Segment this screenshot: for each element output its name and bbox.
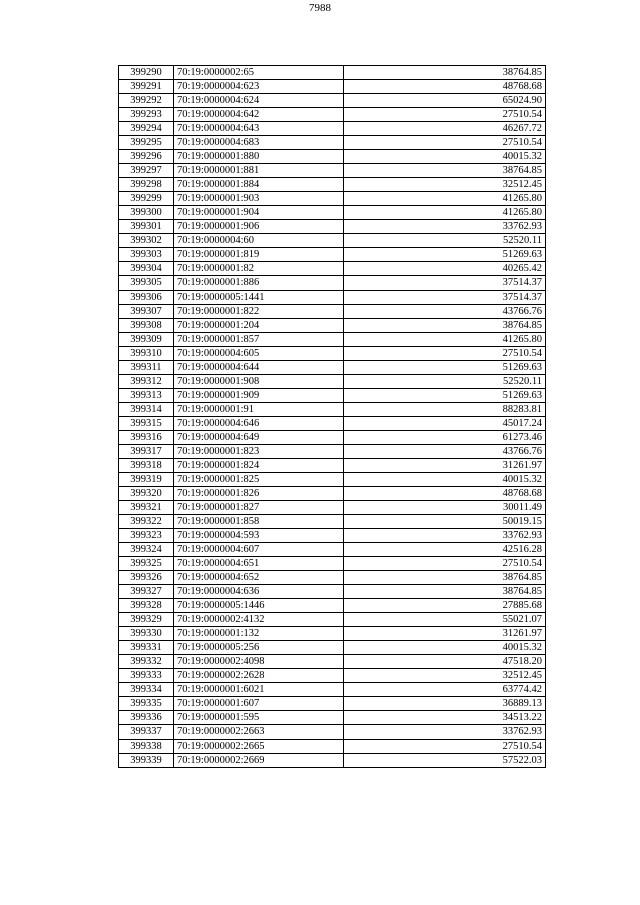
table-row xyxy=(119,136,546,150)
cadastral-number-cell: 70:19:0000001:858 xyxy=(174,515,344,529)
table-row xyxy=(119,711,546,725)
row-number-cell: 399298 xyxy=(119,178,174,192)
page-number: 7988 xyxy=(309,2,331,14)
row-number-cell: 399319 xyxy=(119,472,174,486)
row-number-cell: 399313 xyxy=(119,388,174,402)
table-row xyxy=(119,374,546,388)
row-number-cell: 399321 xyxy=(119,500,174,514)
cadastral-number-cell: 70:19:0000001:857 xyxy=(174,332,344,346)
cadastral-number-cell: 70:19:0000004:643 xyxy=(174,122,344,136)
cadastral-value-cell: 40015.32 xyxy=(344,641,546,655)
table-row xyxy=(119,66,546,80)
table-row xyxy=(119,94,546,108)
table-row xyxy=(119,150,546,164)
row-number-cell: 399327 xyxy=(119,585,174,599)
cadastral-value-cell: 52520.11 xyxy=(344,374,546,388)
row-number-cell: 399331 xyxy=(119,641,174,655)
cadastral-value-cell: 41265.80 xyxy=(344,332,546,346)
cadastral-value-cell: 88283.81 xyxy=(344,402,546,416)
cadastral-number-cell: 70:19:0000004:683 xyxy=(174,136,344,150)
table-row xyxy=(119,444,546,458)
cadastral-value-cell: 37514.37 xyxy=(344,290,546,304)
cadastral-number-cell: 70:19:0000001:886 xyxy=(174,276,344,290)
cadastral-number-cell: 70:19:0000001:204 xyxy=(174,318,344,332)
cadastral-number-cell: 70:19:0000001:132 xyxy=(174,627,344,641)
row-number-cell: 399293 xyxy=(119,108,174,122)
cadastral-number-cell: 70:19:0000001:906 xyxy=(174,220,344,234)
cadastral-number-cell: 70:19:0000001:880 xyxy=(174,150,344,164)
table-row xyxy=(119,262,546,276)
table-row xyxy=(119,290,546,304)
cadastral-value-cell: 27510.54 xyxy=(344,136,546,150)
cadastral-value-cell: 27510.54 xyxy=(344,108,546,122)
cadastral-number-cell: 70:19:0000005:1441 xyxy=(174,290,344,304)
cadastral-value-cell: 55021.07 xyxy=(344,613,546,627)
table-row xyxy=(119,318,546,332)
cadastral-value-cell: 30011.49 xyxy=(344,500,546,514)
row-number-cell: 399291 xyxy=(119,80,174,94)
row-number-cell: 399328 xyxy=(119,599,174,613)
cadastral-number-cell: 70:19:0000001:908 xyxy=(174,374,344,388)
cadastral-value-table xyxy=(118,65,546,768)
cadastral-value-cell: 27510.54 xyxy=(344,346,546,360)
row-number-cell: 399329 xyxy=(119,613,174,627)
cadastral-value-cell: 40015.32 xyxy=(344,472,546,486)
row-number-cell: 399317 xyxy=(119,444,174,458)
cadastral-value-cell: 27510.54 xyxy=(344,739,546,753)
cadastral-value-cell: 48768.68 xyxy=(344,486,546,500)
table-row xyxy=(119,739,546,753)
cadastral-number-cell: 70:19:0000001:823 xyxy=(174,444,344,458)
cadastral-number-cell: 70:19:0000001:884 xyxy=(174,178,344,192)
cadastral-value-cell: 41265.80 xyxy=(344,206,546,220)
cadastral-number-cell: 70:19:0000002:65 xyxy=(174,66,344,80)
table-row xyxy=(119,248,546,262)
table-row xyxy=(119,753,546,767)
cadastral-number-cell: 70:19:0000001:6021 xyxy=(174,683,344,697)
row-number-cell: 399310 xyxy=(119,346,174,360)
row-number-cell: 399326 xyxy=(119,571,174,585)
table-row xyxy=(119,697,546,711)
row-number-cell: 399323 xyxy=(119,529,174,543)
row-number-cell: 399330 xyxy=(119,627,174,641)
row-number-cell: 399290 xyxy=(119,66,174,80)
table-row xyxy=(119,641,546,655)
row-number-cell: 399311 xyxy=(119,360,174,374)
table-row xyxy=(119,234,546,248)
row-number-cell: 399314 xyxy=(119,402,174,416)
cadastral-number-cell: 70:19:0000001:827 xyxy=(174,500,344,514)
table-row xyxy=(119,332,546,346)
cadastral-value-cell: 48768.68 xyxy=(344,80,546,94)
table-row xyxy=(119,80,546,94)
cadastral-value-cell: 38764.85 xyxy=(344,66,546,80)
cadastral-number-cell: 70:19:0000004:624 xyxy=(174,94,344,108)
row-number-cell: 399320 xyxy=(119,486,174,500)
cadastral-number-cell: 70:19:0000004:593 xyxy=(174,529,344,543)
table-row xyxy=(119,543,546,557)
cadastral-number-cell: 70:19:0000001:82 xyxy=(174,262,344,276)
row-number-cell: 399339 xyxy=(119,753,174,767)
cadastral-value-cell: 51269.63 xyxy=(344,388,546,402)
row-number-cell: 399338 xyxy=(119,739,174,753)
table-row xyxy=(119,571,546,585)
table-row xyxy=(119,486,546,500)
cadastral-value-cell: 37514.37 xyxy=(344,276,546,290)
cadastral-number-cell: 70:19:0000001:909 xyxy=(174,388,344,402)
cadastral-value-cell: 65024.90 xyxy=(344,94,546,108)
cadastral-value-cell: 47518.20 xyxy=(344,655,546,669)
cadastral-number-cell: 70:19:0000002:2628 xyxy=(174,669,344,683)
table-row xyxy=(119,529,546,543)
cadastral-value-cell: 63774.42 xyxy=(344,683,546,697)
cadastral-number-cell: 70:19:0000004:60 xyxy=(174,234,344,248)
table-row xyxy=(119,599,546,613)
cadastral-value-cell: 50019.15 xyxy=(344,515,546,529)
table-row xyxy=(119,360,546,374)
table-row xyxy=(119,192,546,206)
cadastral-number-cell: 70:19:0000004:623 xyxy=(174,80,344,94)
cadastral-value-cell: 36889.13 xyxy=(344,697,546,711)
table-row xyxy=(119,515,546,529)
table-row xyxy=(119,304,546,318)
cadastral-number-cell: 70:19:0000001:819 xyxy=(174,248,344,262)
row-number-cell: 399307 xyxy=(119,304,174,318)
row-number-cell: 399303 xyxy=(119,248,174,262)
cadastral-value-cell: 61273.46 xyxy=(344,430,546,444)
row-number-cell: 399304 xyxy=(119,262,174,276)
cadastral-number-cell: 70:19:0000004:642 xyxy=(174,108,344,122)
cadastral-value-cell: 40265.42 xyxy=(344,262,546,276)
cadastral-number-cell: 70:19:0000001:822 xyxy=(174,304,344,318)
row-number-cell: 399322 xyxy=(119,515,174,529)
cadastral-value-cell: 27510.54 xyxy=(344,557,546,571)
row-number-cell: 399301 xyxy=(119,220,174,234)
table-row xyxy=(119,725,546,739)
table-row xyxy=(119,220,546,234)
cadastral-number-cell: 70:19:0000001:903 xyxy=(174,192,344,206)
cadastral-value-cell: 45017.24 xyxy=(344,416,546,430)
cadastral-number-cell: 70:19:0000004:636 xyxy=(174,585,344,599)
table-row xyxy=(119,402,546,416)
cadastral-value-cell: 40015.32 xyxy=(344,150,546,164)
cadastral-number-cell: 70:19:0000001:904 xyxy=(174,206,344,220)
cadastral-number-cell: 70:19:0000004:649 xyxy=(174,430,344,444)
cadastral-number-cell: 70:19:0000001:607 xyxy=(174,697,344,711)
row-number-cell: 399295 xyxy=(119,136,174,150)
cadastral-number-cell: 70:19:0000001:881 xyxy=(174,164,344,178)
cadastral-number-cell: 70:19:0000005:1446 xyxy=(174,599,344,613)
cadastral-value-cell: 43766.76 xyxy=(344,444,546,458)
cadastral-value-cell: 33762.93 xyxy=(344,725,546,739)
table-row xyxy=(119,627,546,641)
cadastral-value-cell: 38764.85 xyxy=(344,318,546,332)
cadastral-number-cell: 70:19:0000004:607 xyxy=(174,543,344,557)
table-row xyxy=(119,122,546,136)
row-number-cell: 399306 xyxy=(119,290,174,304)
cadastral-value-cell: 32512.45 xyxy=(344,178,546,192)
row-number-cell: 399336 xyxy=(119,711,174,725)
row-number-cell: 399318 xyxy=(119,458,174,472)
table-row xyxy=(119,613,546,627)
cadastral-number-cell: 70:19:0000001:826 xyxy=(174,486,344,500)
cadastral-number-cell: 70:19:0000001:91 xyxy=(174,402,344,416)
cadastral-number-cell: 70:19:0000002:2669 xyxy=(174,753,344,767)
row-number-cell: 399337 xyxy=(119,725,174,739)
table-row xyxy=(119,108,546,122)
row-number-cell: 399308 xyxy=(119,318,174,332)
cadastral-number-cell: 70:19:0000002:4098 xyxy=(174,655,344,669)
cadastral-number-cell: 70:19:0000004:646 xyxy=(174,416,344,430)
cadastral-number-cell: 70:19:0000005:256 xyxy=(174,641,344,655)
row-number-cell: 399312 xyxy=(119,374,174,388)
table-row xyxy=(119,683,546,697)
row-number-cell: 399333 xyxy=(119,669,174,683)
cadastral-value-cell: 27885.68 xyxy=(344,599,546,613)
row-number-cell: 399309 xyxy=(119,332,174,346)
row-number-cell: 399297 xyxy=(119,164,174,178)
cadastral-number-cell: 70:19:0000001:824 xyxy=(174,458,344,472)
table-body xyxy=(119,66,546,768)
cadastral-value-cell: 52520.11 xyxy=(344,234,546,248)
table-row xyxy=(119,178,546,192)
cadastral-number-cell: 70:19:0000004:644 xyxy=(174,360,344,374)
cadastral-value-cell: 51269.63 xyxy=(344,248,546,262)
cadastral-value-cell: 57522.03 xyxy=(344,753,546,767)
cadastral-number-cell: 70:19:0000002:2663 xyxy=(174,725,344,739)
table-row xyxy=(119,346,546,360)
cadastral-value-cell: 42516.28 xyxy=(344,543,546,557)
cadastral-number-cell: 70:19:0000002:4132 xyxy=(174,613,344,627)
cadastral-value-cell: 34513.22 xyxy=(344,711,546,725)
cadastral-value-cell: 51269.63 xyxy=(344,360,546,374)
row-number-cell: 399302 xyxy=(119,234,174,248)
cadastral-value-cell: 33762.93 xyxy=(344,220,546,234)
table-row xyxy=(119,276,546,290)
row-number-cell: 399299 xyxy=(119,192,174,206)
row-number-cell: 399316 xyxy=(119,430,174,444)
row-number-cell: 399300 xyxy=(119,206,174,220)
table-row xyxy=(119,458,546,472)
row-number-cell: 399332 xyxy=(119,655,174,669)
cadastral-value-cell: 41265.80 xyxy=(344,192,546,206)
cadastral-number-cell: 70:19:0000004:652 xyxy=(174,571,344,585)
table-row xyxy=(119,585,546,599)
cadastral-number-cell: 70:19:0000001:595 xyxy=(174,711,344,725)
cadastral-number-cell: 70:19:0000002:2665 xyxy=(174,739,344,753)
cadastral-value-cell: 31261.97 xyxy=(344,458,546,472)
table-row xyxy=(119,500,546,514)
table-row xyxy=(119,388,546,402)
cadastral-value-cell: 32512.45 xyxy=(344,669,546,683)
table-row xyxy=(119,430,546,444)
table-row xyxy=(119,472,546,486)
cadastral-value-cell: 43766.76 xyxy=(344,304,546,318)
table-row xyxy=(119,416,546,430)
cadastral-value-cell: 46267.72 xyxy=(344,122,546,136)
cadastral-value-cell: 38764.85 xyxy=(344,571,546,585)
cadastral-value-cell: 33762.93 xyxy=(344,529,546,543)
cadastral-number-cell: 70:19:0000001:825 xyxy=(174,472,344,486)
cadastral-value-cell: 38764.85 xyxy=(344,164,546,178)
cadastral-number-cell: 70:19:0000004:651 xyxy=(174,557,344,571)
row-number-cell: 399294 xyxy=(119,122,174,136)
row-number-cell: 399325 xyxy=(119,557,174,571)
row-number-cell: 399292 xyxy=(119,94,174,108)
cadastral-value-cell: 38764.85 xyxy=(344,585,546,599)
row-number-cell: 399305 xyxy=(119,276,174,290)
cadastral-value-cell: 31261.97 xyxy=(344,627,546,641)
table-row xyxy=(119,206,546,220)
row-number-cell: 399315 xyxy=(119,416,174,430)
row-number-cell: 399335 xyxy=(119,697,174,711)
row-number-cell: 399324 xyxy=(119,543,174,557)
cadastral-number-cell: 70:19:0000004:605 xyxy=(174,346,344,360)
table-row xyxy=(119,655,546,669)
row-number-cell: 399296 xyxy=(119,150,174,164)
row-number-cell: 399334 xyxy=(119,683,174,697)
table-row xyxy=(119,557,546,571)
table-row xyxy=(119,164,546,178)
table-row xyxy=(119,669,546,683)
